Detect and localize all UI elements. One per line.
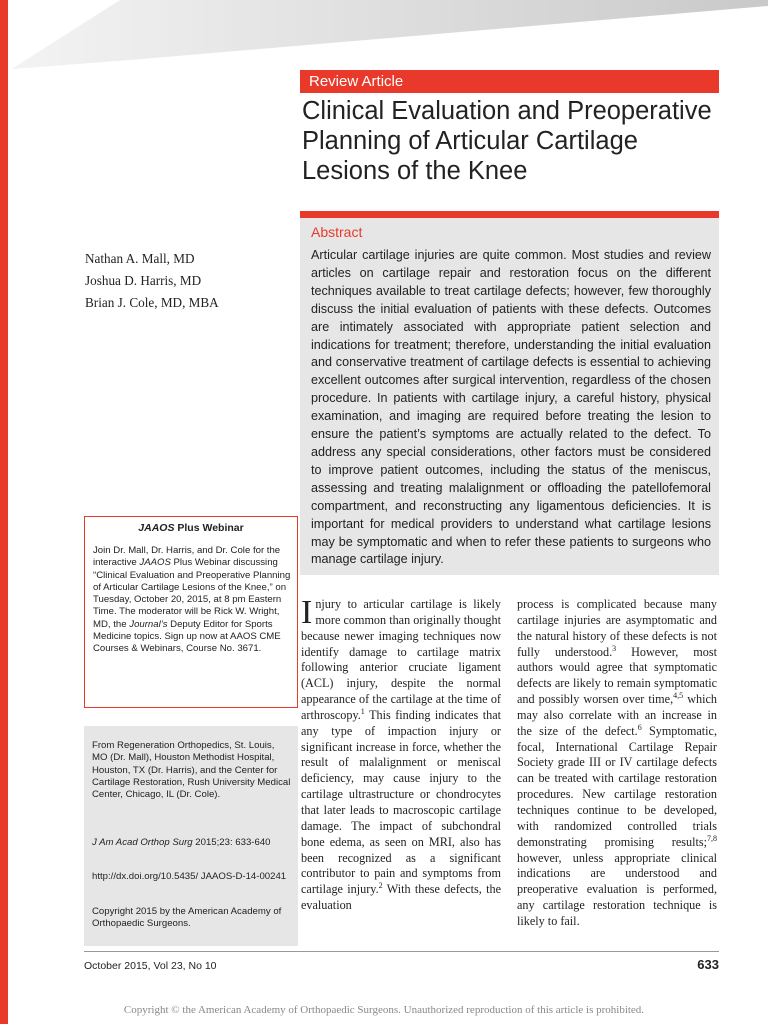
drop-cap: I <box>301 594 313 631</box>
article-title: Clinical Evaluation and Preoperative Planning of Articular Cartilage Lesions of the Knee <box>302 97 712 185</box>
author-list <box>85 248 219 314</box>
author-name: Joshua D. Harris, MD <box>85 273 202 288</box>
reference-marker[interactable]: 7,8 <box>707 833 717 843</box>
issue-info: October 2015, Vol 23, No 10 <box>84 960 217 972</box>
webinar-title: JAAOS Plus Webinar <box>138 522 244 534</box>
reference-marker[interactable]: 6 <box>637 722 642 732</box>
page-edge-accent <box>0 0 8 1024</box>
webinar-text: Join Dr. Mall, Dr. Harris, and Dr. Cole for the interactive JAAOS Plus Webinar discussing “Clinical Evaluation and Preoperative Planning of Articular Cartilage Lesions of the Knee,” on Tuesday, October 20, 2015, at 8 pm Eastern Time. The moderator will be Rick W. Wright, MD, the Journal’s Deputy Editor for Sports Medicine topics. Sign up now at AAOS CME Courses & Webinars, Course No. 3671. <box>93 545 291 655</box>
body-column-1: Injury to articular cartilage is likely more common than originally thought because newer imaging techniques now identify damage to cartilage matrix following anterior cruciate ligament (ACL) injury, despite the normal appearance of the cartilage at the time of arthroscopy.$^1$ This finding indicates that any type of impaction injury or significant increase in force, whether the result of malalignment or meniscal deficiency, may cause injury to the cartilage ultrastructure or chondrocytes that later leads to macroscopic cartilage damage. The impact of subchondral bone edema, as seen on MRI, also has been recognized as a significant contributor to pain and symptoms from cartilage injury.$^2$ With these defects, the evaluation <box>301 594 501 913</box>
reference-marker[interactable]: 1 <box>360 706 365 716</box>
page-number: 633 <box>697 957 719 972</box>
section-label: Review Article <box>309 73 404 90</box>
author-name: Nathan A. Mall, MD <box>85 251 195 266</box>
reference-marker[interactable]: 2 <box>378 881 383 891</box>
citation-text: J Am Acad Orthop Surg 2015;23: 633-640 <box>92 837 271 848</box>
author-name: Brian J. Cole, MD, MBA <box>85 295 219 310</box>
affiliation-text: From Regeneration Orthopedics, St. Louis, MO (Dr. Mall), Houston Methodist Hospital, Houston, TX (Dr. Harris), and the Center for Cartilage Restoration, Rush University Medical Center, Chicago, IL (Dr. Cole). <box>92 740 291 801</box>
abstract-heading: Abstract <box>311 224 363 240</box>
copyright-notice: Copyright 2015 by the American Academy of Orthopaedic Surgeons. <box>92 906 282 930</box>
body-column-2: process is complicated because many cartilage injuries are asymptomatic and the natural history of these defects is not fully understood.$^3$ However, most authors would agree that symptomatic defects are likely to remain symptomatic and possibly worsen over time,$^{4,5}$ which may also correlate with an increase in the size of the defect.$^6$ Symptomatic, focal, International Cartilage Repair Society grade III or IV cartilage defects can be treated with cartilage restoration procedures. New cartilage restoration techniques continue to be developed, with randomized controlled trials demonstrating promising results;$^{7,8}$ however, unless appropriate clinical indications are understood and preoperative evaluation is performed, any cartilage restoration technique is likely to fail. <box>517 597 717 928</box>
reference-marker[interactable]: 4,5 <box>673 691 684 700</box>
doi-link[interactable]: http://dx.doi.org/10.5435/ JAAOS-D-14-00241 <box>92 871 287 882</box>
copyright-footer: Copyright © the American Academy of Orthopaedic Surgeons. Unauthorized reproduction of this article is prohibited. <box>123 1004 645 1016</box>
reference-marker[interactable]: 3 <box>612 643 617 653</box>
page-corner-shading <box>0 0 768 70</box>
abstract-text: Articular cartilage injuries are quite common. Most studies and review articles on cartilage repair and restoration focus on the different techniques available to treat cartilage defects; however, few thoroughly discuss the initial evaluation of patients with these defects. Outcomes are intimately associated with appropriate patient selection and indications for treatment; therefore, understanding the initial evaluation and conservative treatment of cartilage defects is essential to achieving excellent outcomes after surgical intervention, regardless of the chosen procedure. In patients with cartilage injury, a careful history, physical examination, and imaging are required before treating the lesion to ensure the patient’s symptoms are actually related to the defect. To address any special considerations, other factors must be considered to improve patient outcomes, including the status of the meniscus, assessing and treating malalignment or offloading the patellofemoral compartment, and reconstructing any ligamentous deficiencies. It is important for medical providers to understand what cartilage lesions may be symptomatic and when to refer these patients to surgeons who manage cartilage injury. <box>311 248 711 567</box>
footer-divider <box>84 951 719 952</box>
